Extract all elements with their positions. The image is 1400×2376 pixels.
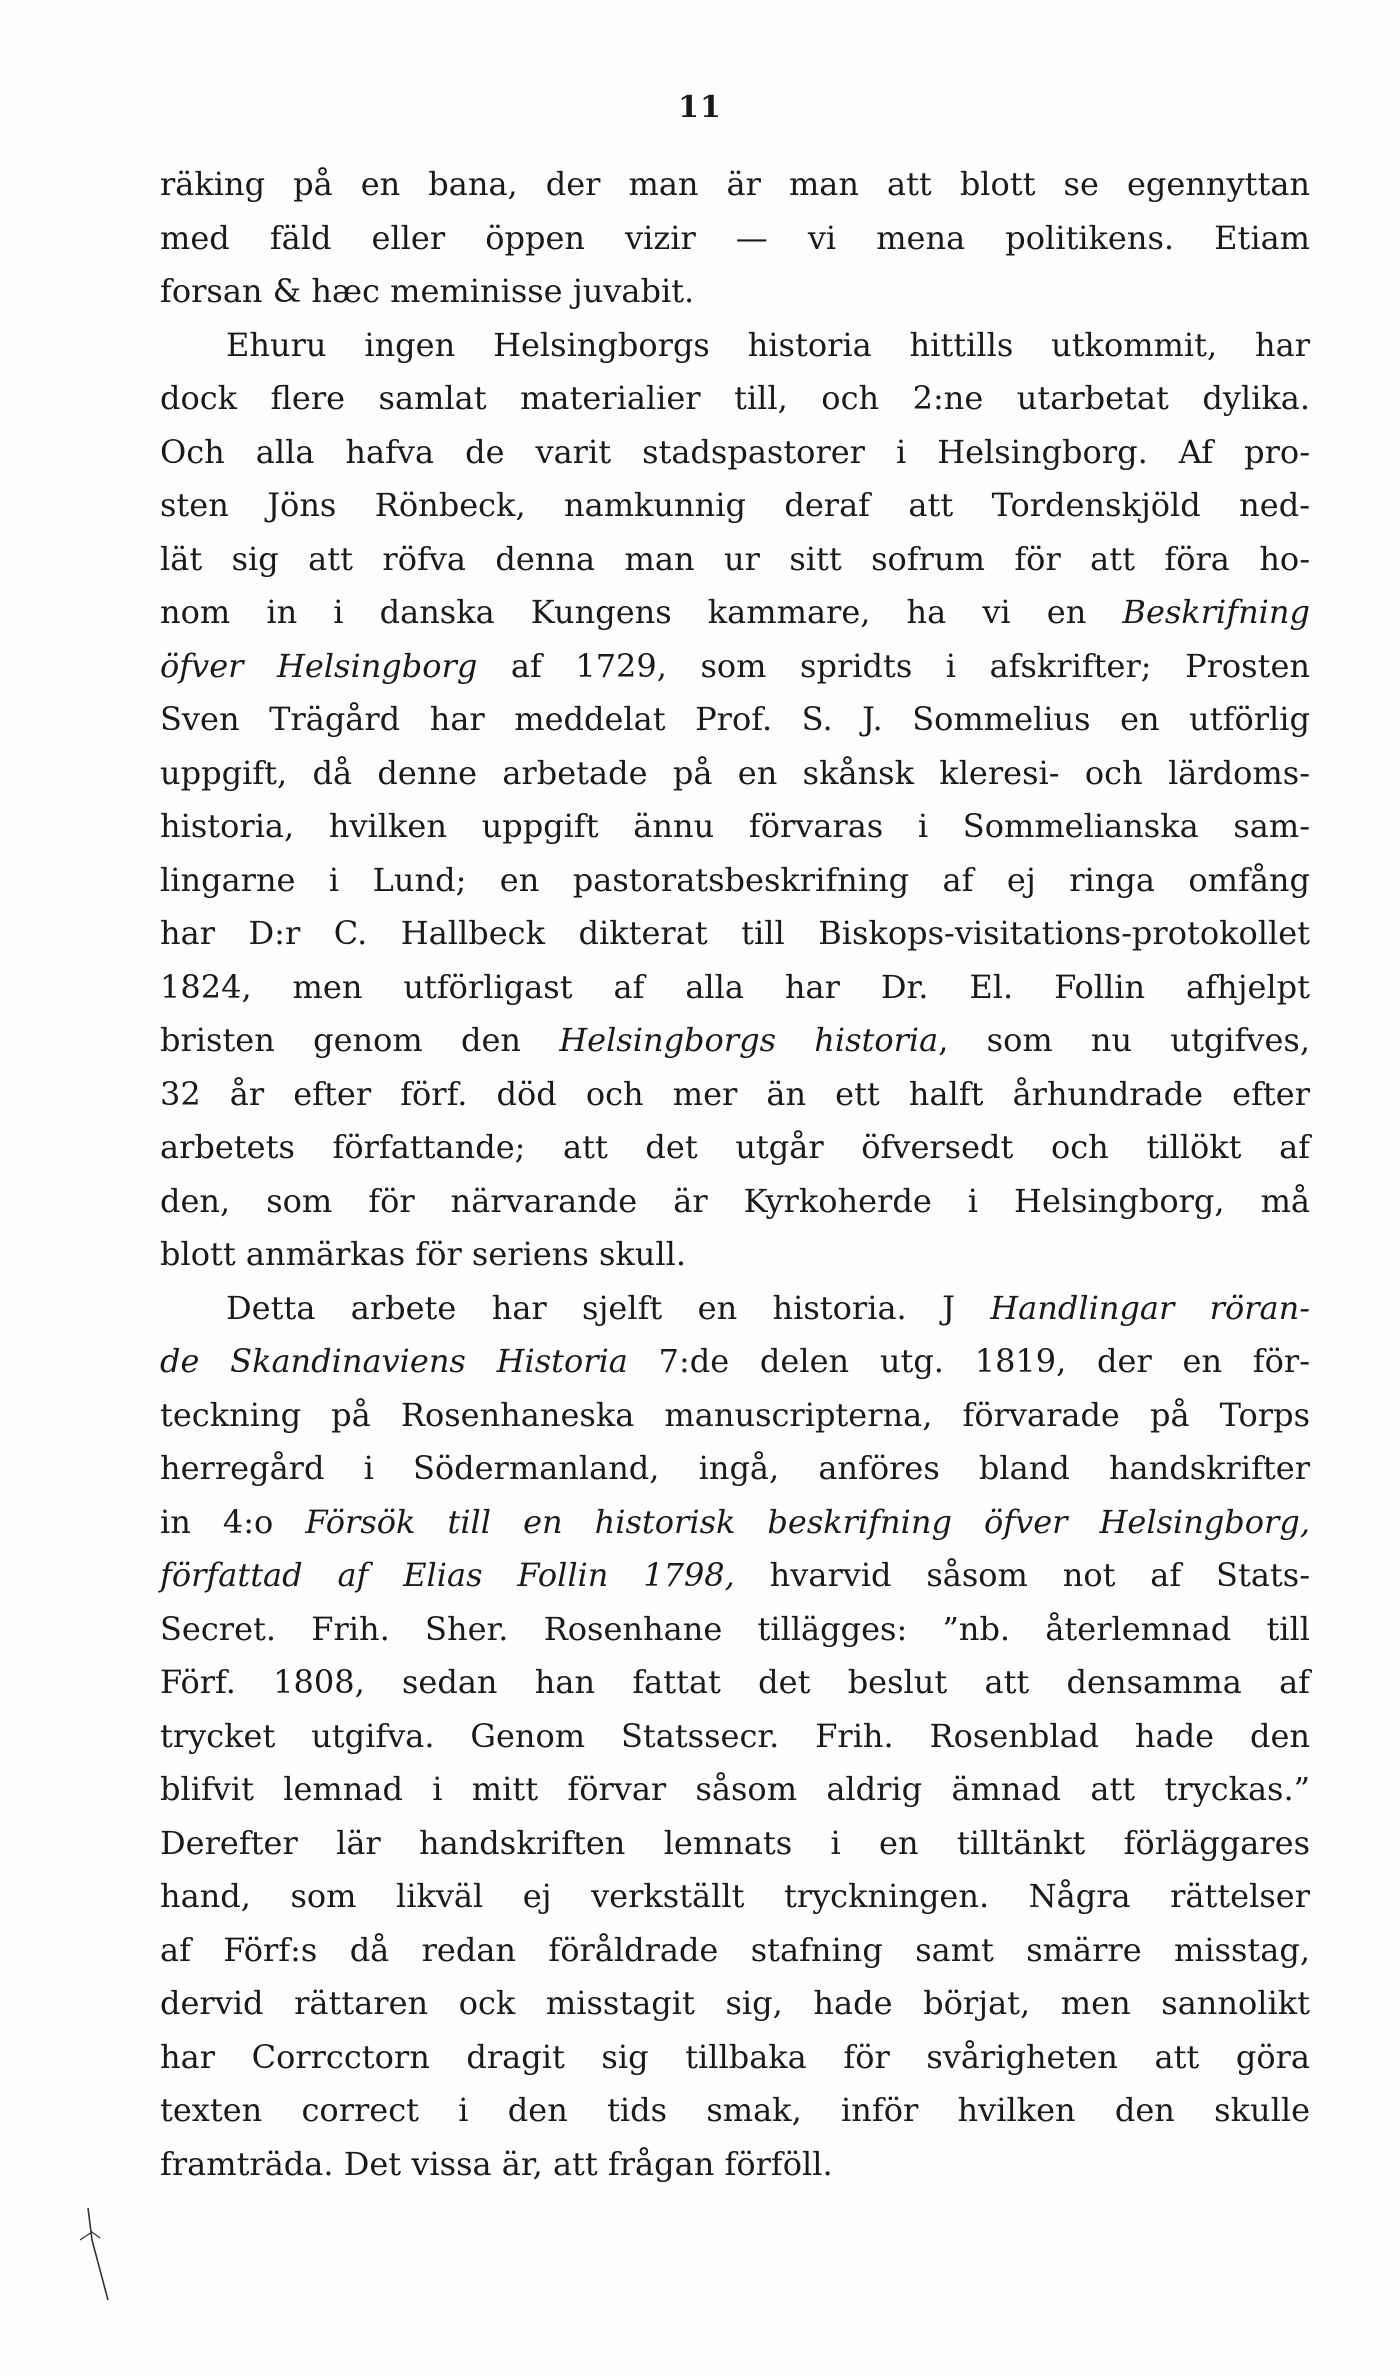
text-line: [160, 1656, 1310, 1710]
text-line: [160, 1014, 1310, 1068]
text-line: [160, 1121, 1310, 1175]
text-run: framträda. Det vissa är, att frågan förföll.: [160, 2144, 833, 2183]
text-run: Detta arbete har sjelft en historia. J: [226, 1288, 991, 1327]
text-run: teckning på Rosenhaneska manuscripterna, förvarade på Torps: [160, 1395, 1310, 1434]
text-line: [160, 2031, 1310, 2085]
text-line: [160, 1710, 1310, 1764]
text-line: [160, 158, 1310, 212]
text-run: den, som för närvarande är Kyrkoherde i Helsingborg, må: [160, 1181, 1310, 1220]
text-line: [160, 1549, 1310, 1603]
text-line: [160, 1603, 1310, 1657]
italic-text: öfver Helsingborg: [160, 646, 478, 685]
text-line: [160, 1228, 1310, 1282]
text-run: dock flere samlat materialier till, och 2:ne utarbetat dylika.: [160, 379, 1310, 417]
text-run: arbetets författande; att det utgår öfversedt och tillökt af: [160, 1128, 1310, 1166]
text-run: texten correct i den tids smak, inför hvilken den skulle: [160, 2091, 1310, 2129]
text-run: nom in i danska Kungens kammare, ha vi en: [160, 593, 1123, 631]
text-run: lät sig att röfva denna man ur sitt sofrum för att föra ho-: [160, 539, 1310, 578]
text-line: [160, 1763, 1310, 1817]
text-line: [160, 1924, 1310, 1978]
text-run: forsan & hæc meminisse juvabit.: [160, 272, 695, 310]
text-run: uppgift, då denne arbetade på en skånsk kleresi- och lärdoms-: [160, 753, 1310, 792]
text-run: hand, som likväl ej verkställt tryckningen. Några rättelser: [160, 1877, 1310, 1915]
text-line: [160, 800, 1310, 854]
italic-text: författad af Elias Follin 1798,: [160, 1556, 735, 1594]
text-run: dervid rättaren ock misstagit sig, hade börjat, men sannolikt: [160, 1984, 1310, 2022]
text-run: in 4:o: [160, 1502, 306, 1541]
text-line: [160, 1389, 1310, 1443]
text-run: Ehuru ingen Helsingborgs historia hittills utkommit, har: [226, 325, 1310, 364]
text-line: [160, 372, 1310, 426]
text-run: har Corrcctorn dragit sig tillbaka för svårigheten att göra: [160, 2037, 1310, 2076]
text-run: Sven Trägård har meddelat Prof. S. J. Sommelius en utförlig: [160, 700, 1310, 738]
body-text: [160, 158, 1310, 2191]
text-run: har D:r C. Hallbeck dikterat till Biskops-visitations-protokollet: [160, 914, 1310, 952]
text-line: [160, 854, 1310, 908]
text-line: [160, 426, 1310, 480]
text-run: Secret. Frih. Sher. Rosenhane tillägges: ”nb. återlemnad till: [160, 1609, 1310, 1648]
text-run: 32 år efter förf. död och mer än ett halft århundrade efter: [160, 1074, 1310, 1113]
text-line: [160, 640, 1310, 694]
text-run: historia, hvilken uppgift ännu förvaras i Sommelianska sam-: [160, 807, 1310, 845]
italic-text: Handlingar röran-: [990, 1288, 1311, 1327]
text-run: Derefter lär handskriften lemnats i en tilltänkt förläggares: [160, 1823, 1310, 1862]
text-line: [160, 961, 1310, 1015]
text-run: af Förf:s då redan föråldrade stafning samt smärre misstag,: [160, 1930, 1310, 1969]
text-line: [160, 1817, 1310, 1871]
text-line: [160, 265, 1310, 319]
text-line: [160, 319, 1310, 373]
text-line: [160, 1977, 1310, 2031]
text-line: [160, 1068, 1310, 1122]
text-run: lingarne i Lund; en pastoratsbeskrifning af ej ringa omfång: [160, 860, 1310, 899]
text-run: 7:de delen utg. 1819, der en för-: [627, 1342, 1310, 1380]
text-run: hvarvid såsom not af Stats-: [734, 1556, 1311, 1594]
text-run: herregård i Södermanland, ingå, anföres bland handskrifter: [160, 1449, 1310, 1487]
text-line: [160, 747, 1310, 801]
text-line: [160, 533, 1310, 587]
text-line: [160, 2138, 1310, 2192]
text-run: Och alla hafva de varit stadspastorer i Helsingborg. Af pro-: [160, 432, 1310, 471]
italic-text: Beskrifning: [1122, 593, 1310, 631]
text-run: räking på en bana, der man är man att blott se egennyttan: [160, 165, 1310, 203]
text-run: med fäld eller öppen vizir — vi mena politikens. Etiam: [160, 218, 1310, 257]
text-line: [160, 1282, 1310, 1336]
text-line: [160, 1442, 1310, 1496]
text-line: [160, 212, 1310, 266]
text-run: blifvit lemnad i mitt förvar såsom aldrig ämnad att tryckas.”: [160, 1770, 1310, 1808]
text-run: sten Jöns Rönbeck, namkunnig deraf att Tordenskjöld ned-: [160, 486, 1310, 524]
text-line: [160, 907, 1310, 961]
text-line: [160, 479, 1310, 533]
text-line: [160, 693, 1310, 747]
italic-text: Försök till en historisk beskrifning öfver Helsingborg,: [305, 1502, 1310, 1541]
text-run: trycket utgifva. Genom Statssecr. Frih. Rosenblad hade den: [160, 1716, 1310, 1755]
text-run: blott anmärkas för seriens skull.: [160, 1235, 687, 1273]
page-number: 11: [678, 90, 722, 125]
text-line: [160, 1175, 1310, 1229]
margin-pencil-mark: [78, 2200, 128, 2310]
text-run: 1824, men utförligast af alla har Dr. El. Follin afhjelpt: [160, 967, 1310, 1006]
text-line: [160, 2084, 1310, 2138]
text-line: [160, 586, 1310, 640]
text-line: [160, 1335, 1310, 1389]
text-line: [160, 1870, 1310, 1924]
text-run: Förf. 1808, sedan han fattat det beslut att densamma af: [160, 1663, 1310, 1701]
text-run: bristen genom den: [160, 1021, 560, 1059]
italic-text: Helsingborgs historia: [559, 1021, 939, 1059]
text-run: , som nu utgifves,: [938, 1021, 1310, 1059]
text-line: [160, 1496, 1310, 1550]
italic-text: de Skandinaviens Historia: [160, 1342, 628, 1380]
text-run: af 1729, som spridts i afskrifter; Prosten: [477, 646, 1311, 685]
